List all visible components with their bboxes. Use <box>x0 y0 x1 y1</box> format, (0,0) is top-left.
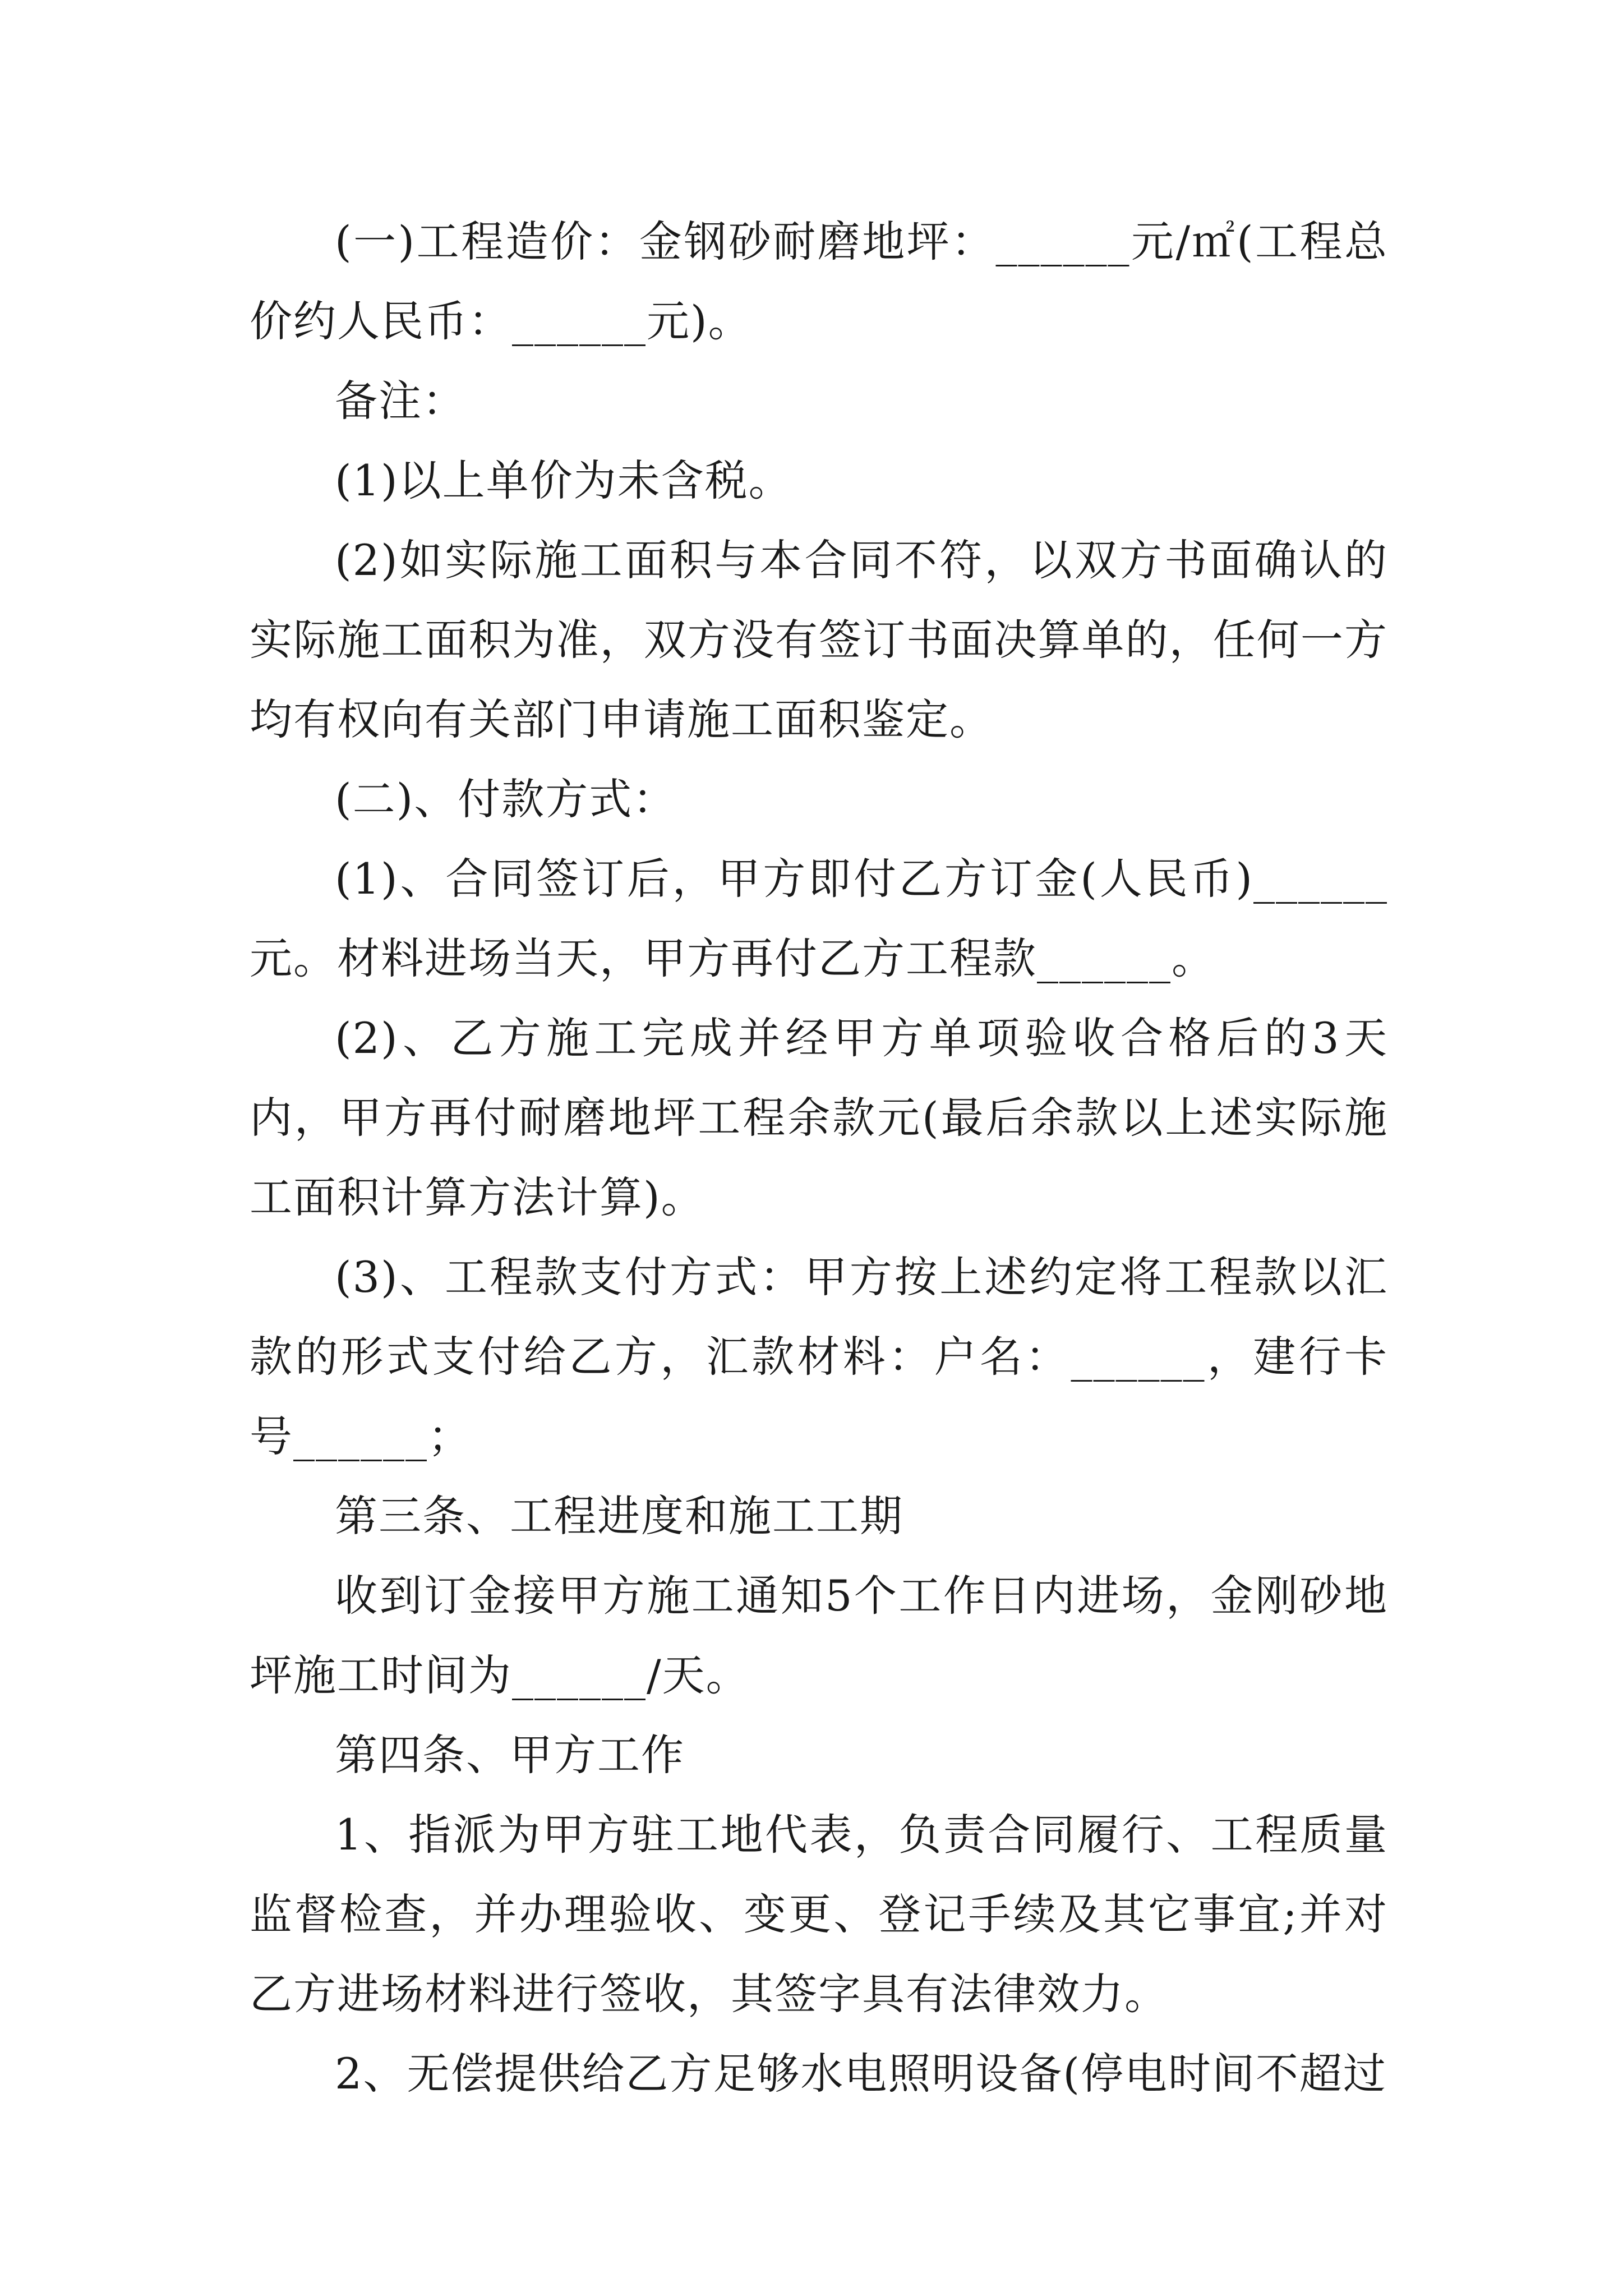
paragraph-payment-heading: (二)、付款方式： <box>335 774 677 824</box>
paragraph-payment-1: (1)、合同签订后，甲方即付乙方订金(人民币)______元。材料进场当天，甲方再付乙方工程款______。 <box>250 854 1388 983</box>
paragraph-remark-2: (2)如实际施工面积与本合同不符，以双方书面确认的实际施工面积为准，双方没有签订书面决算单的，任何一方均有权向有关部门申请施工面积鉴定。 <box>250 535 1388 744</box>
paragraph-party-a-duty-1: 1、指派为甲方驻工地代表，负责合同履行、工程质量监督检查，并办理验收、变更、登记手续及其它事宜;并对乙方进场材料进行签收，其签字具有法律效力。 <box>250 1810 1388 2019</box>
paragraph-article-4-heading: 第四条、甲方工作 <box>335 1730 685 1780</box>
paragraph-remark-1: (1)以上单价为未含税。 <box>335 455 792 505</box>
paragraph-party-a-duty-2: 2、无偿提供给乙方足够水电照明设备(停电时间不超过 <box>335 2049 1387 2099</box>
document-body <box>250 202 1388 2114</box>
paragraph-payment-2: (2)、乙方施工完成并经甲方单项验收合格后的3天内，甲方再付耐磨地坪工程余款元(最后余款以上述实际施工面积计算方法计算)。 <box>250 1013 1388 1222</box>
paragraph-project-cost: (一)工程造价：金钢砂耐磨地坪：______元/㎡(工程总价约人民币：______元)。 <box>250 217 1388 346</box>
paragraph-schedule: 收到订金接甲方施工通知5个工作日内进场，金刚砂地坪施工时间为______/天。 <box>250 1571 1388 1700</box>
paragraph-remarks-heading: 备注： <box>335 376 466 426</box>
paragraph-article-3-heading: 第三条、工程进度和施工工期 <box>335 1491 903 1541</box>
paragraph-payment-3: (3)、工程款支付方式：甲方按上述约定将工程款以汇款的形式支付给乙方，汇款材料：户名：______，建行卡号______； <box>250 1252 1388 1461</box>
